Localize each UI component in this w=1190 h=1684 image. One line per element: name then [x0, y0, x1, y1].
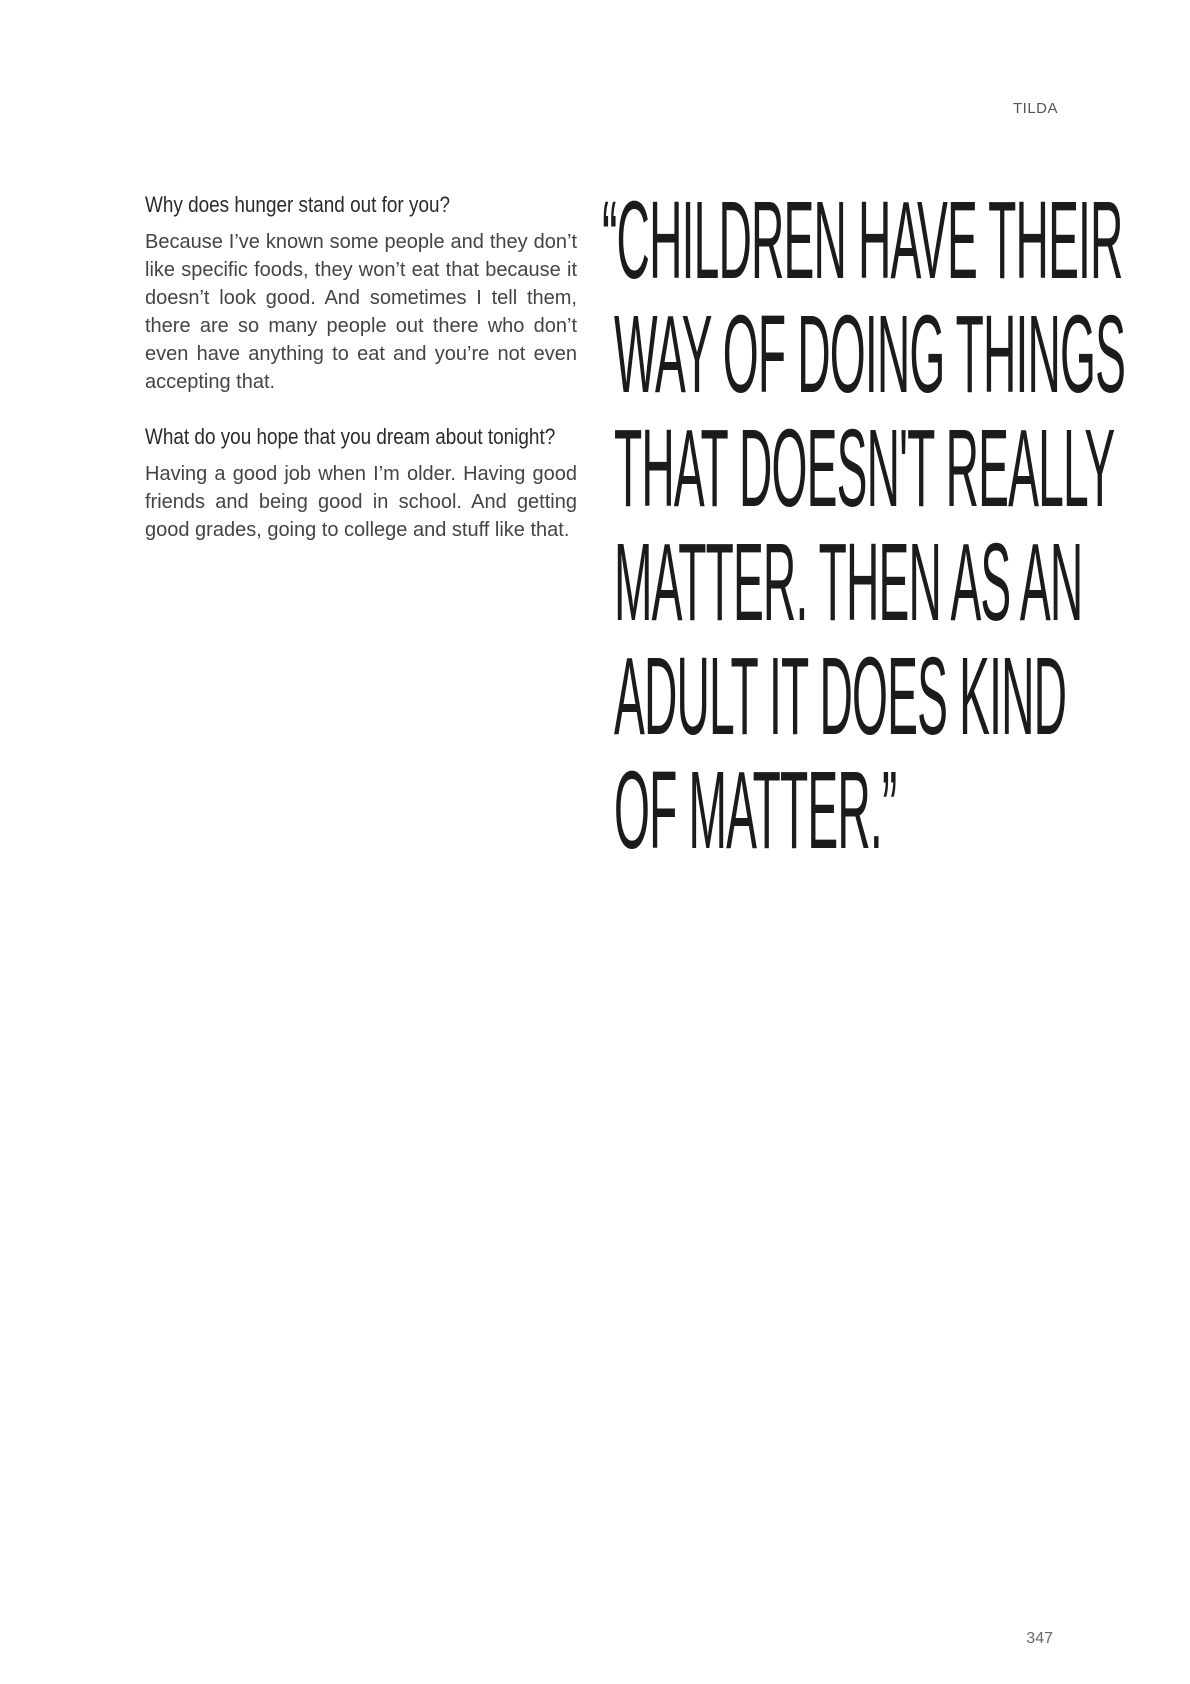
- interview-column: [145, 186, 577, 566]
- pull-quote-line: OF MATTER.”: [614, 749, 897, 872]
- running-head: TILDA: [1012, 100, 1058, 117]
- answer-paragraph: Because I’ve known some people and they don’t like specific foods, they won’t eat that because it doesn’t look good. And sometimes I tell them, there are so many people out there who don’t even have anything to eat and you’re not even accepting that.: [145, 231, 577, 393]
- pull-quote-line: “CHILDREN HAVE THEIR: [602, 179, 1123, 302]
- qa-block: [145, 186, 577, 396]
- pull-quote-line: MATTER. THEN AS AN: [614, 521, 1083, 644]
- answer-paragraph: Having a good job when I’m older. Having good friends and being good in school. And getting good grades, going to college and stuff like that.: [145, 463, 577, 541]
- pull-quote: [602, 179, 1134, 872]
- page-number: 347: [1026, 1630, 1053, 1647]
- pull-quote-line: THAT DOESN'T REALLY: [614, 407, 1115, 530]
- qa-block: [145, 418, 577, 544]
- pull-quote-line: ADULT IT DOES KIND: [614, 635, 1067, 758]
- pull-quote-line: WAY OF DOING THINGS: [614, 293, 1126, 416]
- question-heading: Why does hunger stand out for you?: [145, 192, 451, 217]
- question-heading: What do you hope that you dream about tonight?: [145, 424, 556, 449]
